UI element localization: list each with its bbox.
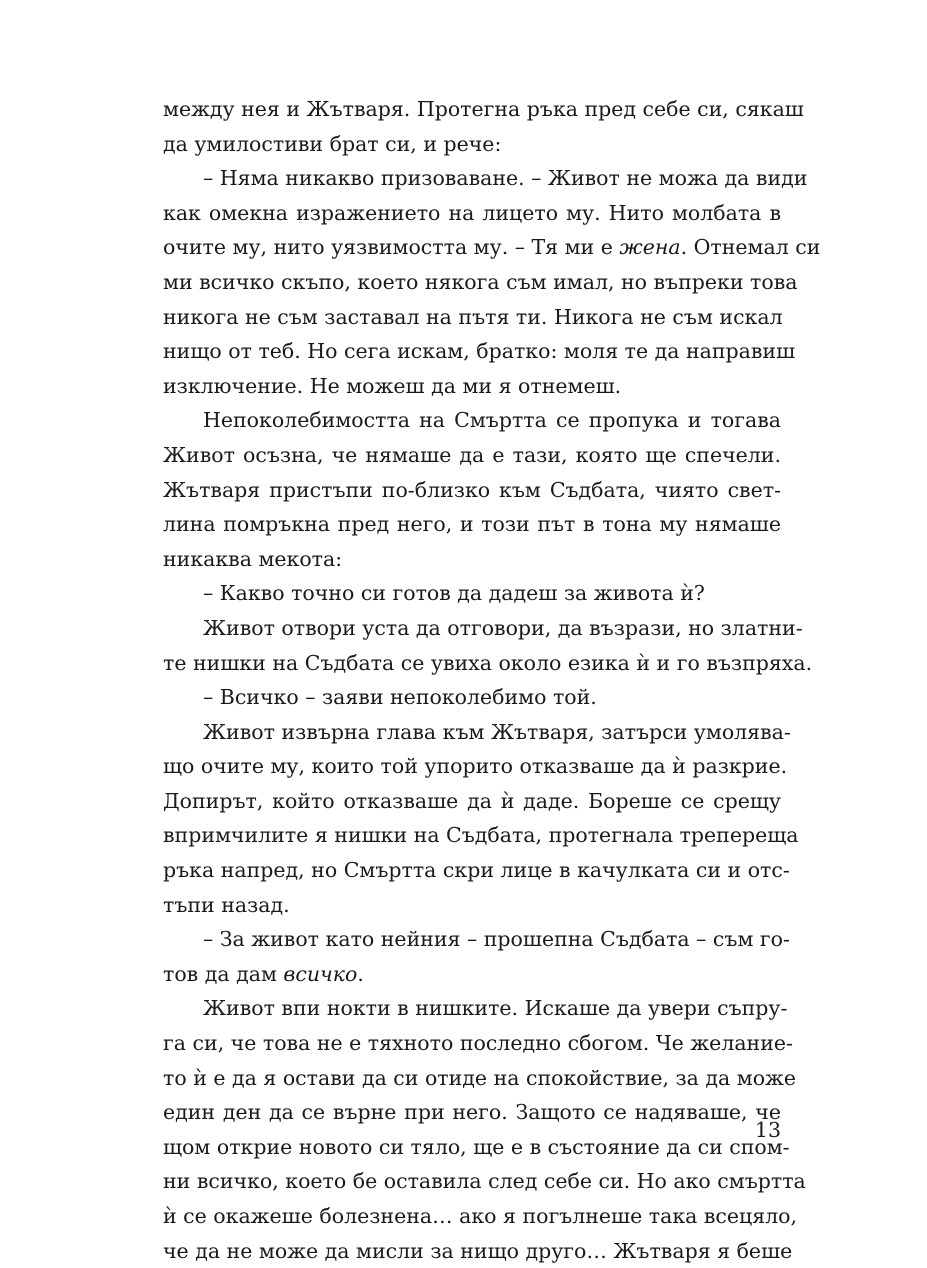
text-line: как омекна изражението на лицето му. Нито молбата в (163, 200, 781, 225)
text-line (163, 230, 821, 265)
text-line: Живот отвори уста да отговори, да възрази, но златни- (203, 615, 803, 640)
text-line: – Всичко – заяви непоколебимо той. (203, 685, 597, 710)
text-segment: очите му, нито уязвимостта му. – Тя ми е (163, 235, 620, 260)
italic-word: всичко (283, 961, 358, 986)
text-line: щом открие новото си тяло, ще е в състояние да си спом- (163, 1134, 790, 1159)
text-line: един ден да се върне при него. Защото се надяваше, че (163, 1100, 781, 1125)
text-line: Непоколебимостта на Смъртта се пропука и тогава (203, 408, 781, 433)
page-number: 13 (754, 1118, 781, 1142)
text-line: Допирът, който отказваше да ѝ даде. Бореше се срещу (163, 788, 781, 813)
italic-word: жена (619, 235, 681, 260)
text-line: – Няма никакво призоваване. – Живот не можа да види (203, 166, 808, 191)
text-line: Живот осъзна, че нямаше да е тази, която ще спечели. (163, 442, 781, 467)
text-segment: тов да дам (163, 961, 284, 986)
text-line: – За живот като нейния – прошепна Съдбата – съм го- (203, 927, 790, 952)
text-line: изключение. Не можеш да ми я отнемеш. (163, 373, 622, 398)
text-line: ми всичко скъпо, което някога съм имал, но въпреки това (163, 269, 798, 294)
text-line: между нея и Жътваря. Протегна ръка пред себе си, сякаш (163, 97, 804, 121)
text-line: Живот извърна глава към Жътваря, затърси умолява- (203, 719, 791, 744)
text-line: нищо от теб. Но сега искам, братко: моля те да направиш (163, 339, 796, 364)
text-line: никаква мекота: (163, 546, 343, 571)
text-line: – Какво точно си готов да дадеш за живота ѝ? (203, 581, 705, 606)
text-line: ѝ се окажеше болезнена… ако я погълнеше така всецяло, (163, 1204, 798, 1228)
text-line: впримчилите я нишки на Съдбата, протегнала трепереща (163, 823, 799, 848)
text-line: никога не съм заставал на пътя ти. Никога не съм искал (163, 304, 783, 329)
text-line: то ѝ е да я остави да си отиде на спокойствие, за да може (163, 1065, 797, 1090)
text-line: Жътваря пристъпи по-близко към Съдбата, чиято свет- (163, 477, 781, 502)
text-line: че да не може да мисли за нищо друго… Жътваря я беше (163, 1238, 793, 1263)
text-line: ни всичко, което бе оставила след себе си. Но ако смъртта (163, 1169, 806, 1194)
text-line: га си, че това не е тяхното последно сбогом. Че желание- (163, 1031, 793, 1056)
page-body (163, 92, 821, 1268)
text-line: тъпи назад. (163, 892, 290, 917)
text-line: те нишки на Съдбата се увиха около езика ѝ и го възпряха. (163, 650, 813, 675)
text-line: ръка напред, но Смъртта скри лице в качулката си и отс- (163, 858, 790, 883)
text-line: да умилостиви брат си, и рече: (163, 131, 502, 156)
text-line: лина помръкна пред него, и този път в тона му нямаше (163, 512, 781, 537)
text-line: що очите му, които той упорито отказваше да ѝ разкрие. (163, 754, 788, 779)
text-segment: . Отнемал си (680, 235, 821, 260)
text-segment: . (357, 961, 364, 986)
text-line: Живот впи нокти в нишките. Искаше да увери съпру- (203, 996, 788, 1021)
text-line (163, 957, 781, 992)
